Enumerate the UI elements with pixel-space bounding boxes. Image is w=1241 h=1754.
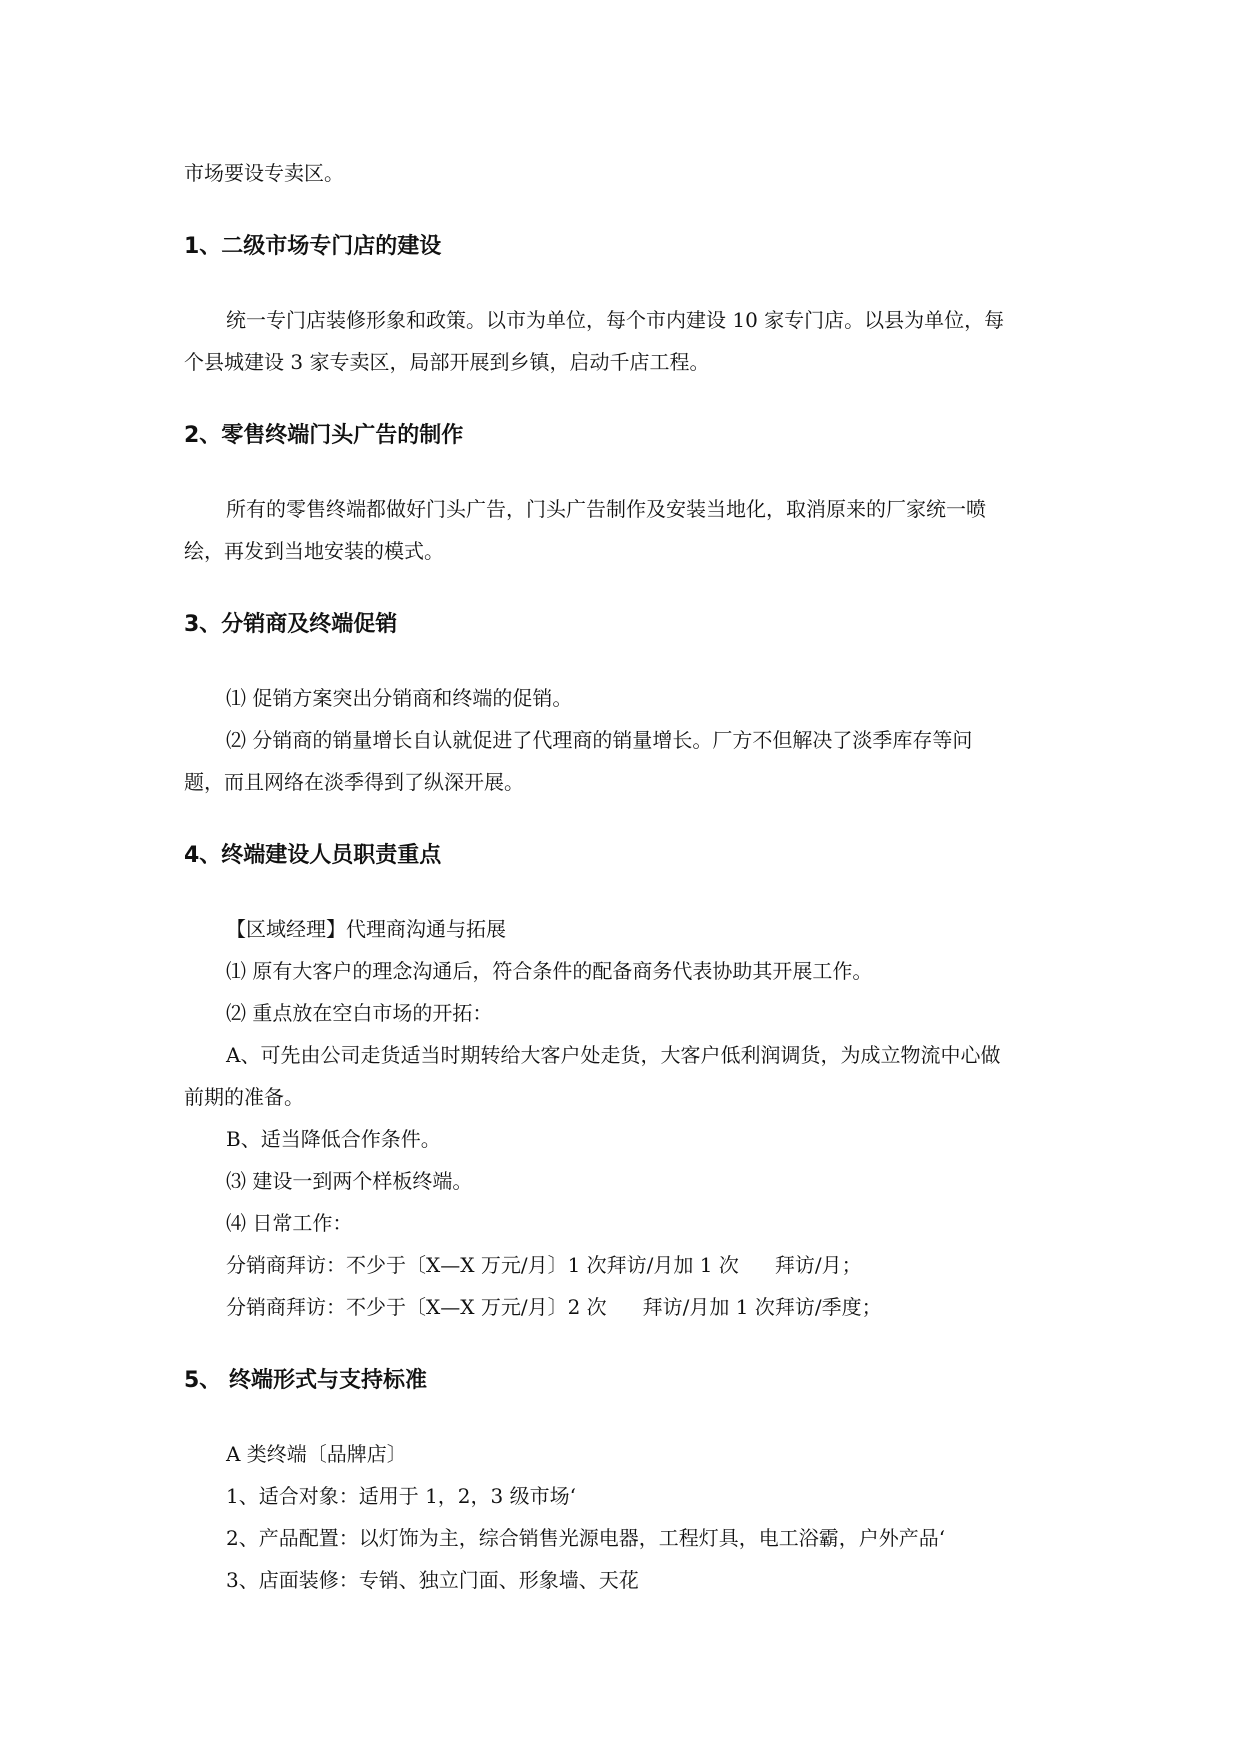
paragraph-line: B、适当降低合作条件。 — [226, 1127, 441, 1151]
paragraph-line: 所有的零售终端都做好门头广告，门头广告制作及安装当地化，取消原来的厂家统一喷 — [226, 497, 986, 521]
paragraph-line: 绘，再发到当地安装的模式。 — [184, 539, 444, 563]
section-heading: 1、二级市场专门店的建设 — [184, 234, 442, 259]
paragraph-line: A 类终端〔品牌店〕 — [226, 1442, 407, 1466]
section-heading: 4、终端建设人员职责重点 — [184, 843, 442, 868]
paragraph-line: 市场要设专卖区。 — [184, 161, 344, 185]
section-heading: 5、 终端形式与支持标准 — [184, 1368, 427, 1393]
paragraph-line: ⑵ 重点放在空白市场的开拓： — [226, 1001, 493, 1025]
section-heading: 3、分销商及终端促销 — [184, 612, 398, 637]
line-segment: 分销商拜访：不少于〔X—X 万元/月〕1 次拜访/月加 1 次 — [226, 1253, 739, 1277]
paragraph-line: 个县城建设 3 家专卖区，局部开展到乡镇，启动千店工程。 — [184, 350, 710, 374]
paragraph-line: A、可先由公司走货适当时期转给大客户处走货，大客户低利润调货，为成立物流中心做 — [226, 1043, 1001, 1067]
paragraph-line: 1、适合对象：适用于 1，2，3 级市场‘ — [226, 1484, 576, 1508]
paragraph-line: 前期的准备。 — [184, 1085, 304, 1109]
line-segment: 分销商拜访：不少于〔X—X 万元/月〕2 次 — [226, 1295, 607, 1319]
paragraph-line: ⑴ 原有大客户的理念沟通后，符合条件的配备商务代表协助其开展工作。 — [226, 959, 873, 983]
paragraph-line: ⑶ 建设一到两个样板终端。 — [226, 1169, 473, 1193]
paragraph-line: ⑷ 日常工作： — [226, 1211, 353, 1235]
line-segment: 拜访/月； — [774, 1253, 862, 1277]
paragraph-line: 题，而且网络在淡季得到了纵深开展。 — [184, 770, 524, 794]
paragraph-line — [226, 1294, 882, 1320]
paragraph-line: ⑴ 促销方案突出分销商和终端的促销。 — [226, 686, 573, 710]
paragraph-line: 【区域经理】代理商沟通与拓展 — [226, 917, 506, 941]
section-heading: 2、零售终端门头广告的制作 — [184, 423, 464, 448]
line-segment: 拜访/月加 1 次拜访/季度； — [642, 1295, 882, 1319]
paragraph-line: ⑵ 分销商的销量增长自认就促进了代理商的销量增长。厂方不但解决了淡季库存等问 — [226, 728, 973, 752]
paragraph-line: 统一专门店装修形象和政策。以市为单位，每个市内建设 10 家专门店。以县为单位，每 — [226, 308, 1005, 332]
paragraph-line — [226, 1252, 862, 1278]
paragraph-line: 3、店面装修：专销、独立门面、形象墙、天花 — [226, 1568, 639, 1592]
paragraph-line: 2、产品配置：以灯饰为主，综合销售光源电器，工程灯具，电工浴霸，户外产品‘ — [226, 1526, 946, 1550]
